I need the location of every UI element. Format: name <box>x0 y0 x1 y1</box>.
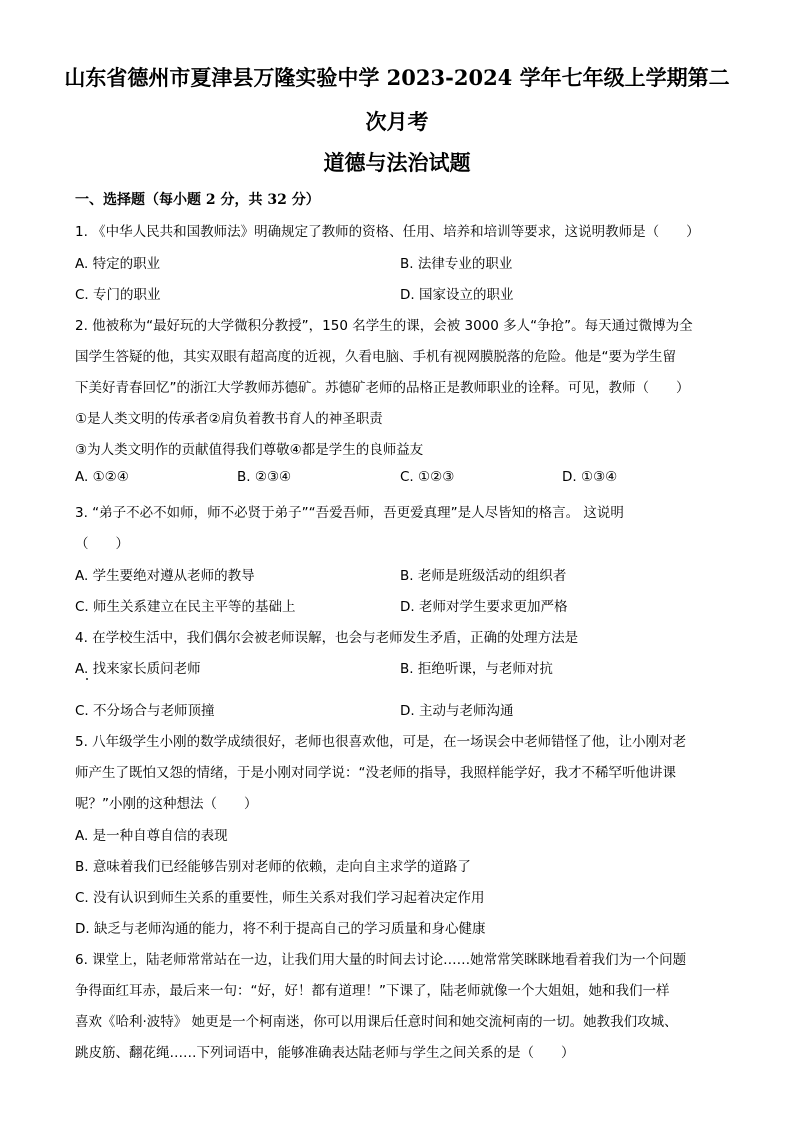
question-2-option-b: B. ②③④ <box>237 469 292 485</box>
question-2-line4: ①是人类文明的传承者②肩负着教书育人的神圣职责 <box>75 411 383 427</box>
stray-mark <box>86 678 88 680</box>
question-2-option-a: A. ①②④ <box>75 469 129 485</box>
question-4-stem: 4. 在学校生活中，我们偶尔会被老师误解，也会与老师发生矛盾，正确的处理方法是 <box>75 630 579 646</box>
question-2-line2: 国学生答疑的他，其实双眼有超高度的近视，久看电脑、手机有视网膜脱落的危险。他是“要为学生留 <box>75 349 676 365</box>
question-1-option-a: A. 特定的职业 <box>75 256 161 272</box>
question-2-line3: 下美好青春回忆”的浙江大学教师苏德矿。苏德矿老师的品格正是教师职业的诠释。可见，教师（ ） <box>75 380 690 396</box>
question-1-stem: 1. 《中华人民共和国教师法》明确规定了教师的资格、任用、培养和培训等要求，这说明教师是（ ） <box>75 224 700 240</box>
question-5-line2: 师产生了既怕又怨的情绪，于是小刚对同学说：“没老师的指导，我照样能学好，我才不稀罕听他讲课 <box>75 765 676 781</box>
subject-title: 道德与法治试题 <box>323 150 471 175</box>
question-4-option-b: B. 拒绝听课，与老师对抗 <box>400 661 553 677</box>
question-2-line1: 2. 他被称为“最好玩的大学微积分教授”，150 名学生的课，会被 3000 多人“争抢”。每天通过微博为全 <box>75 318 693 334</box>
question-3-line2: （ ） <box>75 536 129 552</box>
question-3-option-a: A. 学生要绝对遵从老师的教导 <box>75 568 255 584</box>
question-4-option-c: C. 不分场合与老师顶撞 <box>75 703 215 719</box>
question-6-line3: 喜欢《哈利·波特》 她更是一个柯南迷，你可以用课后任意时间和她交流柯南的一切。她教我们攻城、 <box>75 1014 678 1030</box>
question-5-option-d: D. 缺乏与老师沟通的能力，将不利于提高自己的学习质量和身心健康 <box>75 921 486 937</box>
exam-title-line2: 次月考 <box>365 109 429 134</box>
question-5-option-b: B. 意味着我们已经能够告别对老师的依赖，走向自主求学的道路了 <box>75 859 471 875</box>
question-3-option-b: B. 老师是班级活动的组织者 <box>400 568 567 584</box>
question-5-line1: 5. 八年级学生小刚的数学成绩很好，老师也很喜欢他，可是，在一场误会中老师错怪了他，让小刚对老 <box>75 734 687 750</box>
question-2-line5: ③为人类文明作的贡献值得我们尊敬④都是学生的良师益友 <box>75 442 424 458</box>
question-6-line4: 跳皮筋、翻花绳……下列词语中，能够准确表达陆老师与学生之间关系的是（ ） <box>75 1045 575 1061</box>
question-1-option-c: C. 专门的职业 <box>75 287 161 303</box>
section-heading: 一、选择题（每小题 2 分，共 32 分） <box>75 192 320 208</box>
question-6-line2: 争得面红耳赤，最后来一句：“好，好！都有道理！”下课了，陆老师就像一个大姐姐，她和我们一样 <box>75 983 670 999</box>
question-5-option-c: C. 没有认识到师生关系的重要性，师生关系对我们学习起着决定作用 <box>75 890 485 906</box>
exam-title-line1: 山东省德州市夏津县万隆实验中学 2023-2024 学年七年级上学期第二 <box>64 65 730 90</box>
question-4-option-a: A. 找来家长质问老师 <box>75 661 201 677</box>
question-1-option-b: B. 法律专业的职业 <box>400 256 513 272</box>
question-2-option-d: D. ①③④ <box>562 469 618 485</box>
question-6-line1: 6. 课堂上，陆老师常常站在一边，让我们用大量的时间去讨论……她常常笑眯眯地看着我们为一个问题 <box>75 952 687 968</box>
question-2-option-c: C. ①②③ <box>400 469 455 485</box>
question-1-option-d: D. 国家设立的职业 <box>400 287 514 303</box>
question-4-option-d: D. 主动与老师沟通 <box>400 703 514 719</box>
question-5-option-a: A. 是一种自尊自信的表现 <box>75 828 228 844</box>
question-5-line3: 呢？”小刚的这种想法（ ） <box>75 796 258 812</box>
question-3-option-c: C. 师生关系建立在民主平等的基础上 <box>75 599 296 615</box>
question-3-line1: 3. “弟子不必不如师，师不必贤于弟子”“吾爱吾师，吾更爱真理”是人尽皆知的格言。 这说明 <box>75 505 624 521</box>
question-3-option-d: D. 老师对学生要求更加严格 <box>400 599 568 615</box>
